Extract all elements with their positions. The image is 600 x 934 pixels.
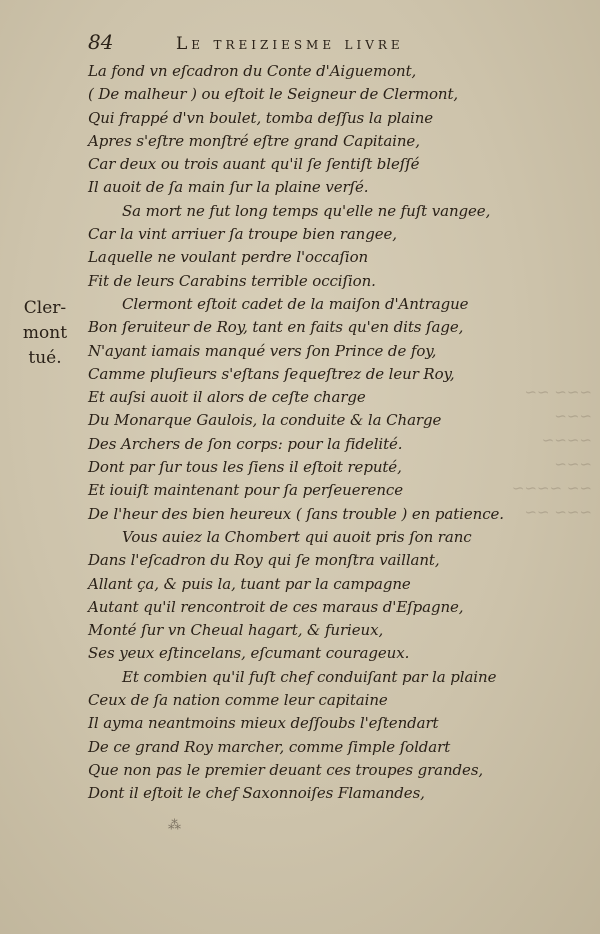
verse-line: Dont par ſur tous les ſiens il eſtoit reputé, [88,458,402,477]
verse-line: Dont il eſtoit le chef Saxonnoiſes Flamandes, [88,784,425,803]
verse-line: Des Archers de ſon corps: pour la fidelité. [88,434,403,453]
verse-block [88,60,588,806]
verse-line: Fit de leurs Carabins terrible occiſion. [88,271,376,290]
verse-line: Ceux de ſa nation comme leur capitaine [88,691,388,710]
show-through-text: ~~~ ~~ ~~~ ~~~~ ~~~ ~~ ~~~~ ~~~ ~~ [511,383,592,521]
page-header [88,30,508,60]
verse-line: Qui frappé d'vn boulet, tomba deſſus la plaine [88,108,434,127]
verse-line: Car deux ou trois auant qu'il ſe ſentiſt bleſſé [88,155,420,174]
margin-note-line: tué. [28,348,62,368]
verse-line: De l'heur des bien heureux ( ſans trouble ) en patience. [88,504,504,523]
verse-line: Laquelle ne voulant perdre l'occaſion [88,248,369,267]
verse-line: Autant qu'il rencontroit de ces maraus d'Eſpagne, [88,597,464,616]
verse-line: Et combien qu'il fuſt chef conduiſant par la plaine [122,667,497,686]
signature-mark: ⁂ [168,818,183,833]
verse-line: Et auſsi auoit il alors de ceſte charge [88,388,366,407]
verse-line: Vous auiez la Chombert qui auoit pris ſon ranc [122,527,472,546]
page-number: 84 [88,30,114,54]
verse-line: Allant ça, & puis la, tuant par la campagne [88,574,411,593]
verse-line: N'ayant iamais manqué vers ſon Prince de foy, [88,341,437,360]
verse-line: Apres s'eſtre monſtré eſtre grand Capitaine, [88,131,420,150]
verse-line: Ses yeux eſtincelans, eſcumant courageux. [88,644,410,663]
verse-line: ( De malheur ) ou eſtoit le Seigneur de Clermont, [88,85,459,104]
verse-line: Il auoit de ſa main ſur la plaine verſé. [88,178,369,197]
verse-line: De ce grand Roy marcher, comme ſimple ſoldart [88,737,451,756]
verse-line: Du Monarque Gaulois, la conduite & la Charge [88,411,442,430]
verse-line: Clermont eſtoit cadet de la maiſon d'Antrague [122,294,469,313]
verse-line: La fond vn eſcadron du Conte d'Aiguemont, [88,62,417,80]
margin-note-line: Cler- [23,298,67,318]
verse-line: Dans l'eſcadron du Roy qui ſe monſtra vaillant, [88,551,440,570]
running-title: Le treiziesme livre [176,34,404,54]
verse-line: Et iouiſt maintenant pour ſa perſeuerence [88,481,403,500]
verse-line: Camme pluſieurs s'eſtans ſequeſtrez de leur Roy, [88,364,455,383]
margin-note-line: mont [22,323,68,343]
verse-line: Car la vint arriuer ſa troupe bien rangee, [88,225,397,244]
verse-line: Que non pas le premier deuant ces troupes grandes, [88,760,484,779]
verse-line: Il ayma neantmoins mieux deſſoubs l'eſtendart [88,714,439,733]
verse-line: Bon ſeruiteur de Roy, tant en faits qu'en dits ſage, [88,318,464,337]
margin-note [10,296,80,371]
verse-line: Sa mort ne fut long temps qu'elle ne fuſt vangee, [122,201,491,220]
verse-line: Monté ſur vn Cheual hagart, & furieux, [88,621,384,640]
